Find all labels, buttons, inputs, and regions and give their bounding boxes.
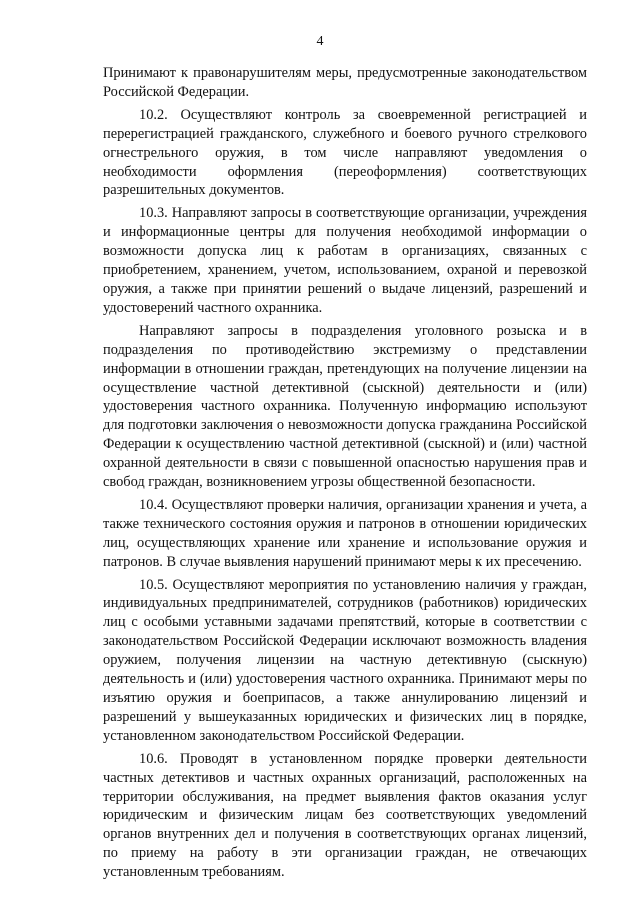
paragraph-requests: Направляют запросы в подразделения уголовного розыска и в подразделения по противодействию экстремизму о представлении информации в отношении граждан, претендующих на получение лицензии на осуществление частной детективной (сыскной) деятельности и (или) удостоверения частного охранника. Полученную информацию используют для подготовки заключения о невозможности допуска гражданина Российской Федерации к осуществлению частной детективной (сыскной) и (или) частной охранной деятельности в связи с повышенной опасностью нарушения прав и свобод граждан, возникновением угрозы общественной безопасности. (103, 322, 587, 491)
paragraph-10-5: 10.5. Осуществляют мероприятия по установлению наличия у граждан, индивидуальных предпринимателей, сотрудников (работников) юридических лиц с особыми уставными задачами препятствий, которые в соответствии с законодательством Российской Федерации исключают возможность владения оружием, получения лицензии на частную детективную (сыскную) деятельность и (или) удостоверения частного охранника. Принимают меры по изъятию оружия и боеприпасов, а также аннулированию лицензий и разрешений у вышеуказанных юридических и физических лиц в порядке, установленном законодательством Российской Федерации. (103, 576, 587, 744)
paragraph-10-2: 10.2. Осуществляют контроль за своевременной регистрацией и перерегистрацией гражданского, служебного и боевого ручного стрелкового огнестрельного оружия, в том числе направляют уведомления о необходимости оформления (переоформления) соответствующих разрешительных документов. (103, 106, 587, 199)
page-number: 4 (316, 34, 324, 49)
paragraph-continuation: Принимают к правонарушителям меры, предусмотренные законодательством Российской Федерации. (103, 65, 587, 100)
paragraph-10-4: 10.4. Осуществляют проверки наличия, организации хранения и учета, а также технического состояния оружия и патронов в отношении юридических лиц, осуществляющих хранение или хранение и использование оружия и патронов. В случае выявления нарушений принимают меры к их пресечению. (103, 496, 587, 570)
paragraph-10-3: 10.3. Направляют запросы в соответствующие организации, учреждения и информационные центры для получения необходимой информации о возможности допуска лиц к работам в организациях, связанных с приобретением, хранением, учетом, использованием, охраной и перевозкой оружия, а также при принятии решений о выдаче лицензий, разрешений и удостоверений частного охранника. (103, 205, 587, 316)
paragraph-10-6: 10.6. Проводят в установленном порядке проверки деятельности частных детективов и частных охранных организаций, расположенных на территории обслуживания, на предмет выявления фактов оказания услуг юридическим и физическим лицам без соответствующих уведомлений органов внутренних дел и получения в соответствующих органах лицензий, по приему на работу в эти организации граждан, не отвечающих установленным требованиям. (103, 750, 587, 881)
document-body (103, 64, 587, 886)
